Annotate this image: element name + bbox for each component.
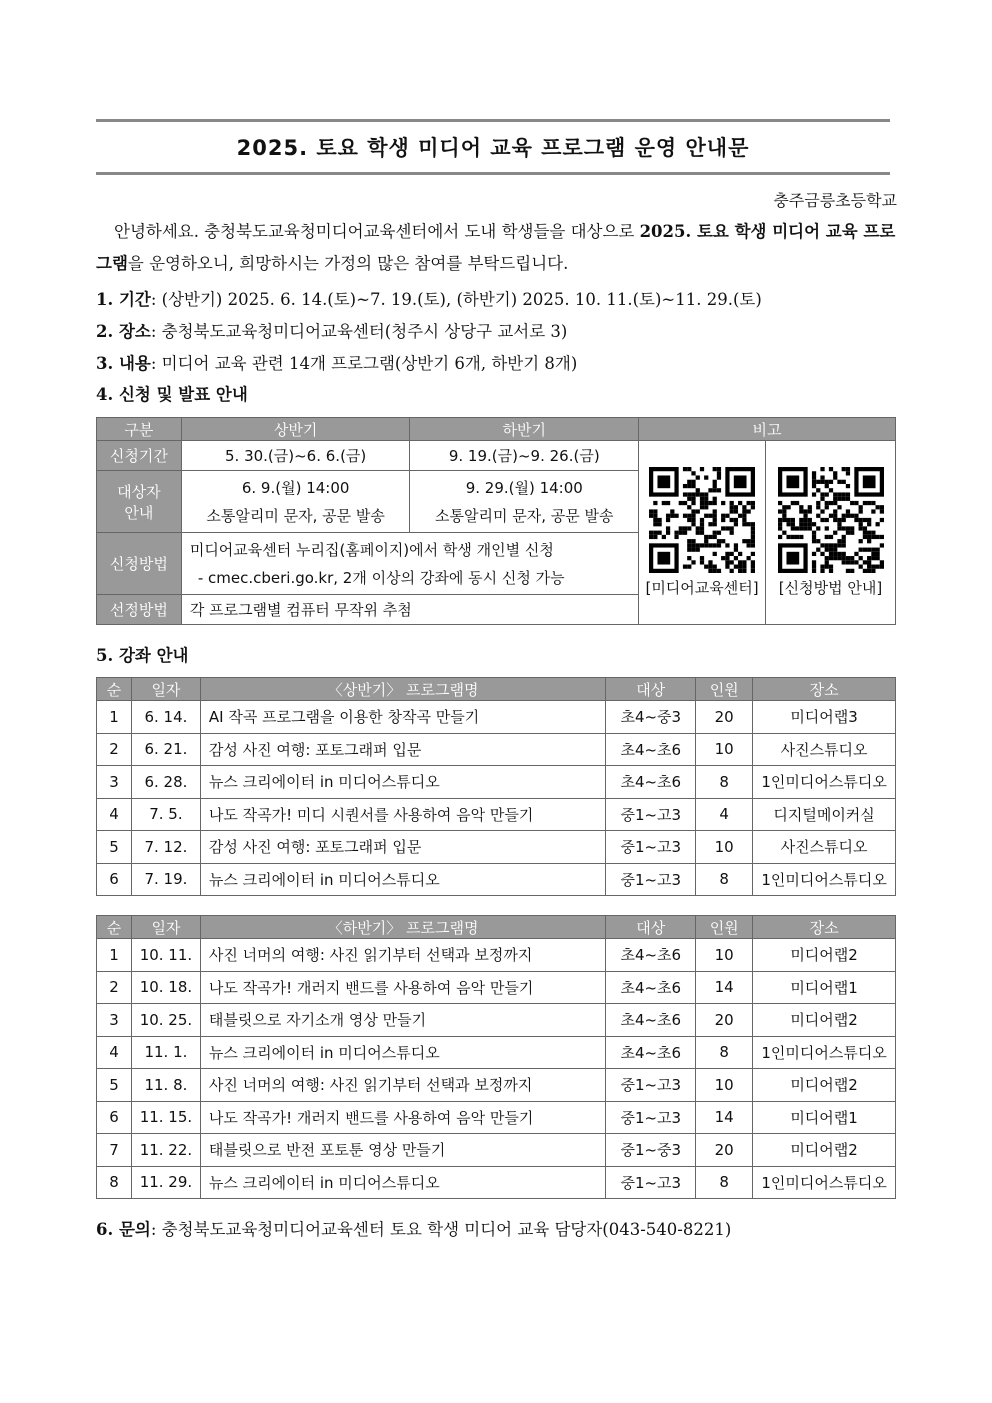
table-row [97,939,896,972]
row-date: 11. 22. [131,1134,200,1167]
item-text: : 충청북도교육청미디어교육센터(청주시 상당구 교서로 3) [150,322,568,341]
row-program: 감성 사진 여행: 포토그래퍼 입문 [200,733,605,766]
item-label: 3. 내용 [96,354,151,373]
first-half-table [96,677,896,896]
section5-heading [96,642,188,666]
row-number: 4 [97,1036,132,1069]
qr-cell-guide [766,441,896,625]
row-program: 뉴스 크리에이터 in 미디어스튜디오 [200,863,605,896]
intro-paragraph [96,216,896,280]
row-program: 나도 작곡가! 미디 시퀀서를 사용하여 음악 만들기 [200,798,605,831]
apply-header: 상반기 [181,418,410,441]
cell-line: 소통알리미 문자, 공문 발송 [435,506,614,525]
row-target: 중1~고3 [606,1166,696,1199]
apply-header: 하반기 [410,418,639,441]
intro-bold: 2025. 토요 학생 미디어 교육 프로그램 [96,222,896,273]
col-header: 대상 [606,678,696,701]
row-location: 미디어랩3 [753,701,896,734]
row-program: 태블릿으로 반전 포토툰 영상 만들기 [200,1134,605,1167]
row-location: 미디어랩2 [753,1069,896,1102]
row-capacity: 10 [696,733,753,766]
row-location: 미디어랩1 [753,971,896,1004]
row-date: 11. 29. [131,1166,200,1199]
row-date: 11. 8. [131,1069,200,1102]
row-program: AI 작곡 프로그램을 이용한 창작곡 만들기 [200,701,605,734]
row-date: 10. 18. [131,971,200,1004]
row-program: 사진 너머의 여행: 사진 읽기부터 선택과 보정까지 [200,939,605,972]
col-header: 일자 [131,916,200,939]
table-row [97,1101,896,1134]
row-target: 초4~초6 [606,939,696,972]
table-row [97,1069,896,1102]
table-row [97,1166,896,1199]
row-label [97,471,182,533]
apply-cell: 5. 30.(금)~6. 6.(금) [181,441,410,471]
qr-code-icon[interactable] [649,467,755,573]
item-text: : (상반기) 2025. 6. 14.(토)~7. 19.(토), (하반기) 2025. 10. 11.(토)~11. 29.(토) [150,290,762,309]
intro-part1: 안녕하세요. 충청북도교육청미디어교육센터에서 도내 학생들을 대상으로 [114,222,640,241]
table-row [97,1036,896,1069]
document-title [96,119,890,175]
col-header: 〈하반기〉 프로그램명 [200,916,605,939]
section5-text: 5. 강좌 안내 [96,646,189,665]
row-target: 중1~고3 [606,1069,696,1102]
apply-cell [181,471,410,533]
row-date: 6. 14. [131,701,200,734]
apply-cell: 각 프로그램별 컴퓨터 무작위 추첨 [181,595,638,625]
row-number: 6 [97,863,132,896]
table-row [97,1134,896,1167]
row-location: 사진스튜디오 [753,733,896,766]
row-target: 중1~고3 [606,831,696,864]
row-number: 1 [97,701,132,734]
apply-table [96,417,896,625]
table-row [97,971,896,1004]
row-location: 1인미디어스튜디오 [753,863,896,896]
row-location: 1인미디어스튜디오 [753,1036,896,1069]
item-text: : 미디어 교육 관련 14개 프로그램(상반기 6개, 하반기 8개) [150,354,578,373]
contact-text: : 충청북도교육청미디어교육센터 토요 학생 미디어 교육 담당자(043-540-8221) [150,1220,732,1239]
row-label: 선정방법 [97,595,182,625]
row-location: 미디어랩2 [753,1134,896,1167]
row-location: 미디어랩1 [753,1101,896,1134]
row-capacity: 8 [696,766,753,799]
item-period [96,286,762,310]
row-capacity: 10 [696,1069,753,1102]
row-capacity: 20 [696,701,753,734]
col-header: 장소 [753,916,896,939]
row-number: 5 [97,831,132,864]
row-date: 7. 12. [131,831,200,864]
item-content [96,350,577,374]
table-row [97,701,896,734]
row-date: 7. 19. [131,863,200,896]
row-target: 초4~초6 [606,733,696,766]
col-header: 순 [97,678,132,701]
section4-text: 4. 신청 및 발표 안내 [96,385,248,404]
row-label: 신청기간 [97,441,182,471]
label-line: 안내 [124,503,154,522]
row-target: 중1~고3 [606,863,696,896]
table-row [97,733,896,766]
row-date: 10. 25. [131,1004,200,1037]
row-number: 1 [97,939,132,972]
table-row [97,863,896,896]
row-number: 2 [97,733,132,766]
row-date: 11. 1. [131,1036,200,1069]
row-target: 초4~초6 [606,1004,696,1037]
row-capacity: 8 [696,863,753,896]
apply-url-line[interactable]: - cmec.cberi.go.kr, 2개 이상의 강좌에 동시 신청 가능 [197,568,565,587]
qr-code-icon[interactable] [778,467,884,573]
row-program: 뉴스 크리에이터 in 미디어스튜디오 [200,1036,605,1069]
second-half-table [96,915,896,1199]
cell-line: 소통알리미 문자, 공문 발송 [206,506,385,525]
cell-line: 6. 9.(월) 14:00 [241,478,350,497]
row-number: 5 [97,1069,132,1102]
col-header: 일자 [131,678,200,701]
contact-label: 6. 문의 [96,1220,151,1239]
row-target: 초4~초6 [606,766,696,799]
apply-header: 비고 [639,418,896,441]
row-number: 2 [97,971,132,1004]
row-location: 미디어랩2 [753,939,896,972]
row-location: 1인미디어스튜디오 [753,766,896,799]
row-program: 뉴스 크리에이터 in 미디어스튜디오 [200,766,605,799]
row-capacity: 8 [696,1036,753,1069]
table-row [97,798,896,831]
row-location: 디지털메이커실 [753,798,896,831]
row-target: 중1~고3 [606,1101,696,1134]
intro-part2: 을 운영하오니, 희망하시는 가정의 많은 참여를 부탁드립니다. [127,254,569,273]
row-date: 6. 28. [131,766,200,799]
row-date: 7. 5. [131,798,200,831]
label-line: 대상자 [117,482,161,501]
title-text: 2025. 토요 학생 미디어 교육 프로그램 운영 안내문 [236,136,750,160]
row-target: 초4~초6 [606,971,696,1004]
cell-line: 9. 29.(월) 14:00 [465,478,583,497]
section4-heading [96,381,248,405]
row-location: 사진스튜디오 [753,831,896,864]
row-number: 3 [97,766,132,799]
contact-line [96,1216,731,1240]
row-target: 중1~고3 [606,798,696,831]
row-capacity: 14 [696,1101,753,1134]
row-location: 미디어랩2 [753,1004,896,1037]
table-row [97,831,896,864]
item-label: 2. 장소 [96,322,151,341]
school-name: 충주금릉초등학교 [773,191,897,210]
qr-caption: [미디어교육센터] [645,579,759,597]
row-label: 신청방법 [97,533,182,595]
row-target: 초4~중3 [606,701,696,734]
row-capacity: 14 [696,971,753,1004]
row-number: 4 [97,798,132,831]
row-date: 10. 11. [131,939,200,972]
row-capacity: 20 [696,1134,753,1167]
table-row [97,766,896,799]
cell-line: 미디어교육센터 누리집(홈페이지)에서 학생 개인별 신청 [189,540,554,559]
item-label: 1. 기간 [96,290,151,309]
row-program: 태블릿으로 자기소개 영상 만들기 [200,1004,605,1037]
row-number: 8 [97,1166,132,1199]
col-header: 장소 [753,678,896,701]
row-program: 사진 너머의 여행: 사진 읽기부터 선택과 보정까지 [200,1069,605,1102]
row-program: 나도 작곡가! 개러지 밴드를 사용하여 음악 만들기 [200,1101,605,1134]
apply-cell [410,471,639,533]
row-capacity: 20 [696,1004,753,1037]
apply-cell [181,533,638,595]
row-target: 초4~초6 [606,1036,696,1069]
row-location: 1인미디어스튜디오 [753,1166,896,1199]
row-number: 7 [97,1134,132,1167]
row-date: 11. 15. [131,1101,200,1134]
row-capacity: 8 [696,1166,753,1199]
row-capacity: 10 [696,939,753,972]
col-header: 순 [97,916,132,939]
apply-cell: 9. 19.(금)~9. 26.(금) [410,441,639,471]
col-header: 인원 [696,678,753,701]
item-place [96,318,567,342]
qr-cell-center [639,441,766,625]
qr-caption: [신청방법 안내] [778,579,883,597]
col-header: 인원 [696,916,753,939]
table-row [97,1004,896,1037]
row-number: 3 [97,1004,132,1037]
row-capacity: 10 [696,831,753,864]
col-header: 〈상반기〉 프로그램명 [200,678,605,701]
row-program: 나도 작곡가! 개러지 밴드를 사용하여 음악 만들기 [200,971,605,1004]
row-capacity: 4 [696,798,753,831]
row-program: 감성 사진 여행: 포토그래퍼 입문 [200,831,605,864]
row-program: 뉴스 크리에이터 in 미디어스튜디오 [200,1166,605,1199]
row-number: 6 [97,1101,132,1134]
apply-header: 구분 [97,418,182,441]
col-header: 대상 [606,916,696,939]
row-target: 중1~중3 [606,1134,696,1167]
row-date: 6. 21. [131,733,200,766]
